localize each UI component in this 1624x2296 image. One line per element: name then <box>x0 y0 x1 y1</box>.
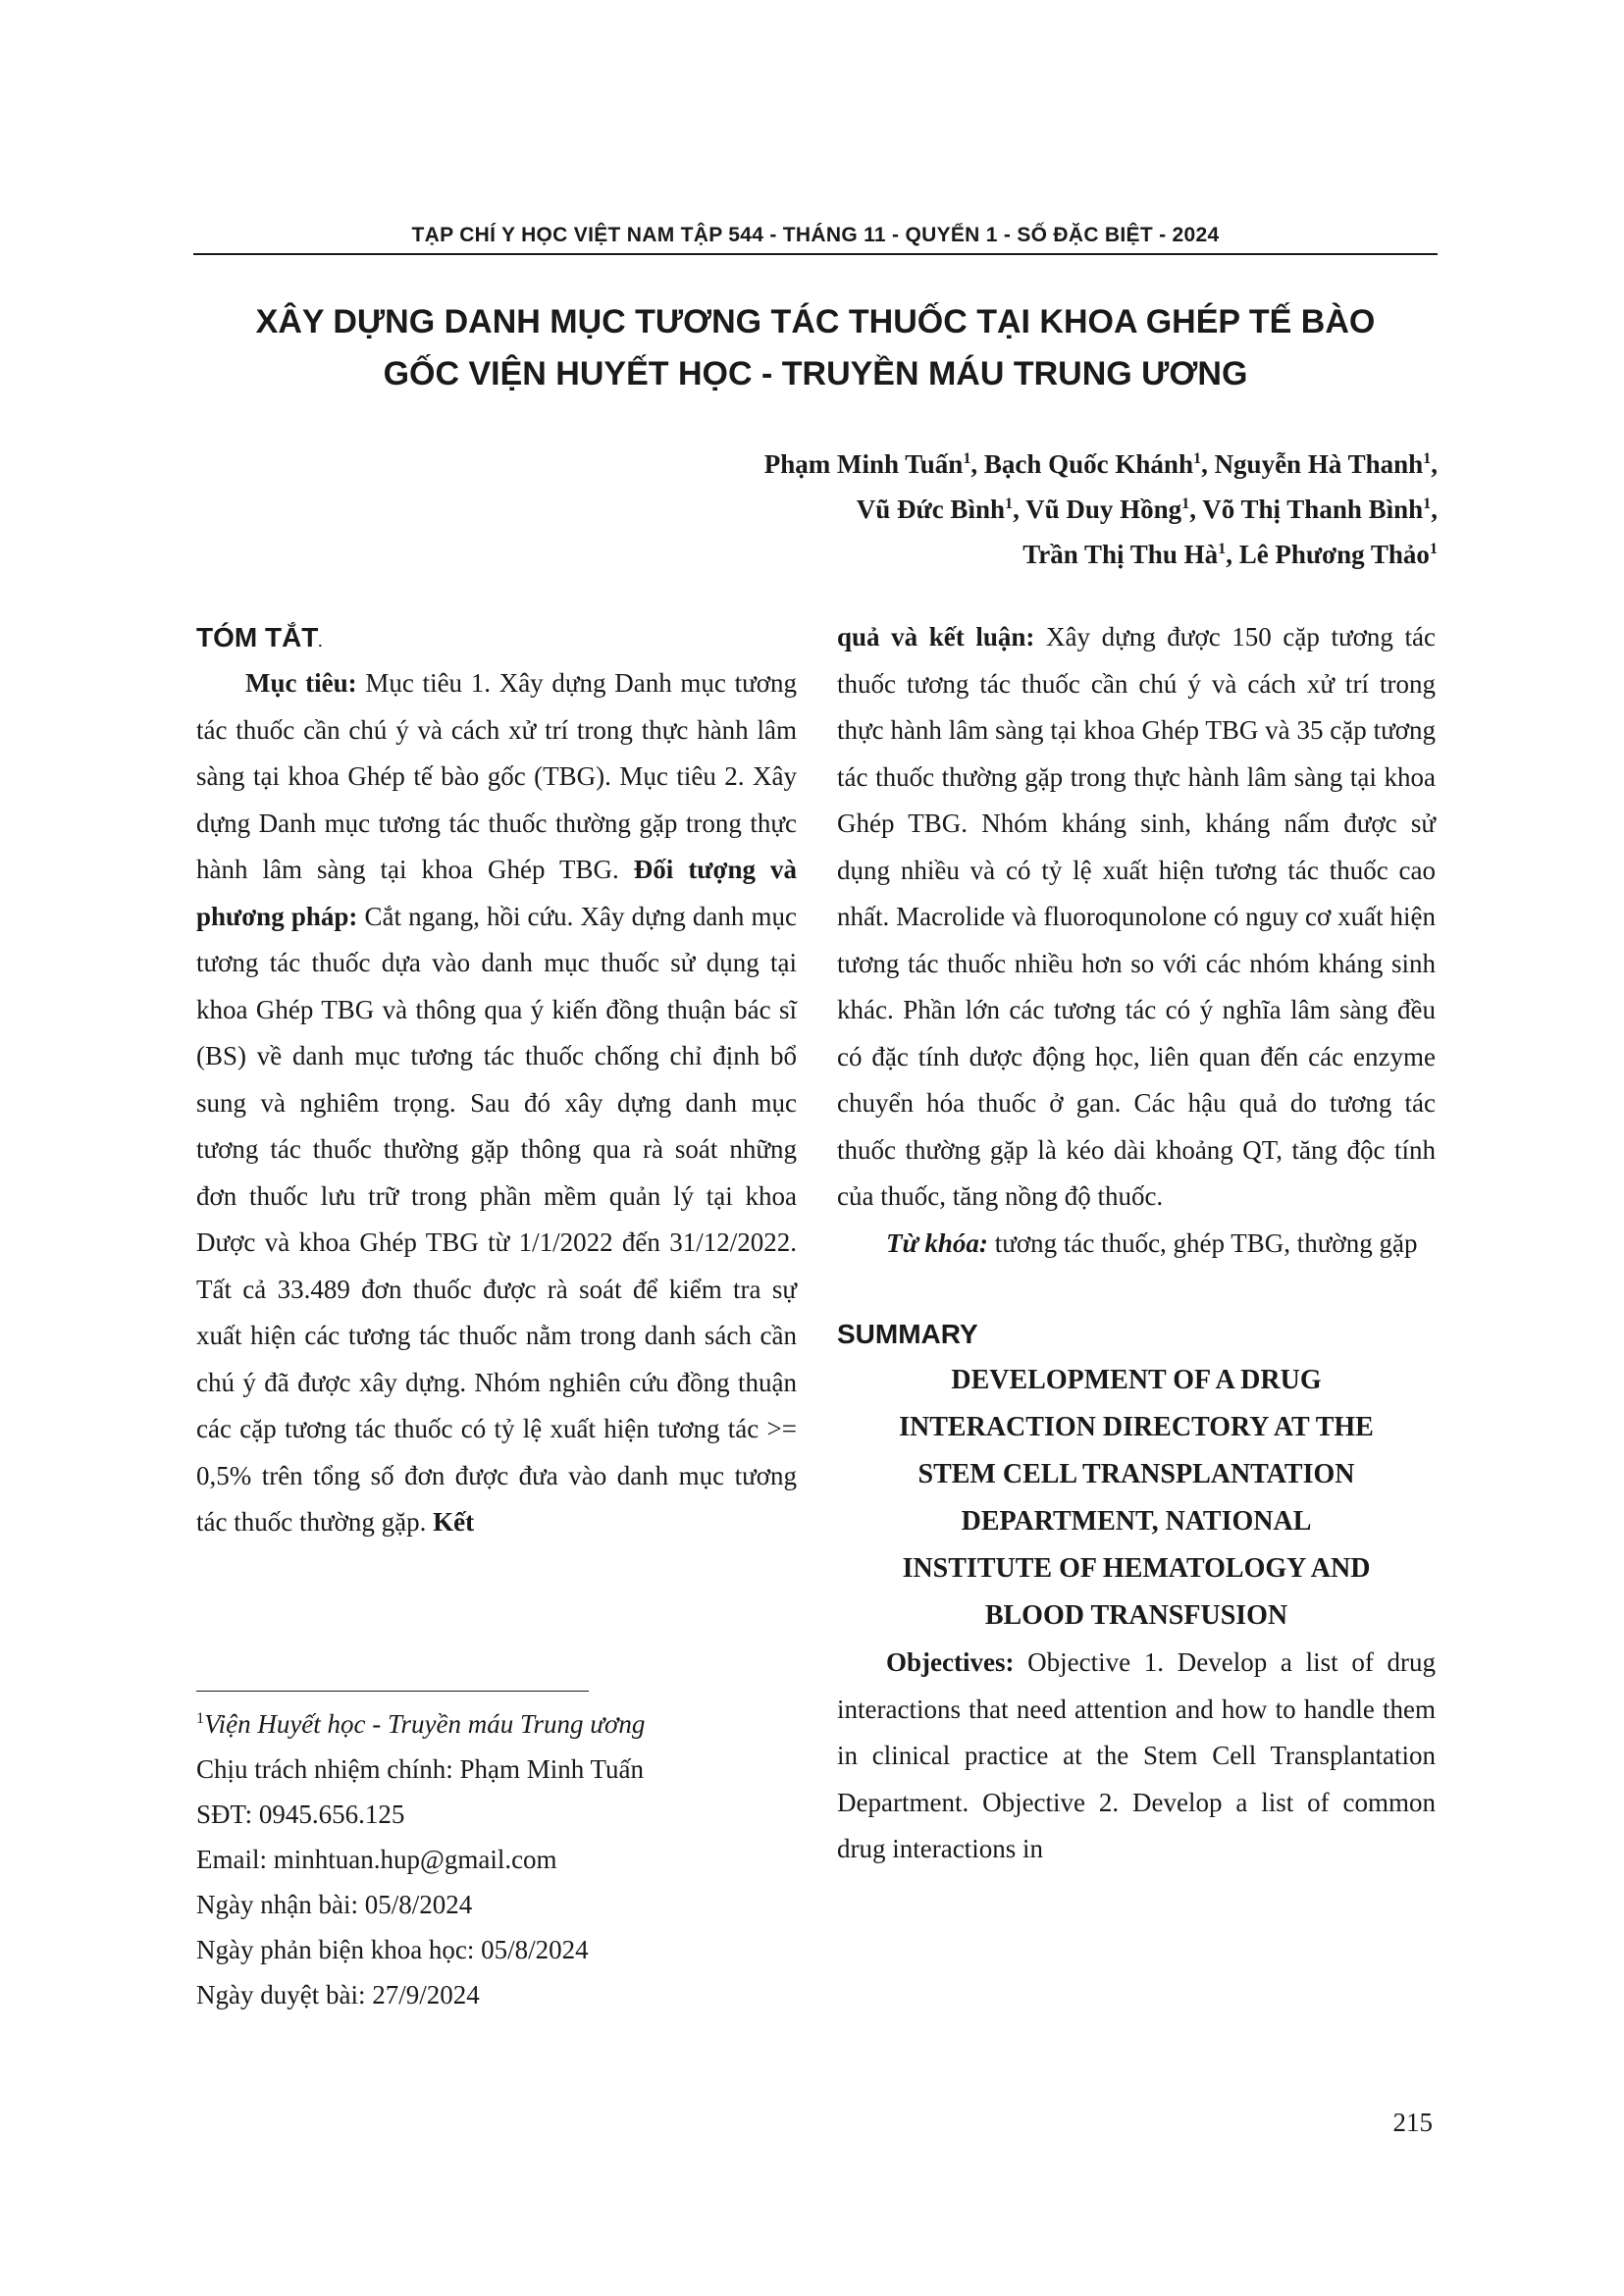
affiliation-marker: 1 <box>1192 449 1202 467</box>
keywords-label: Từ khóa: <box>886 1227 988 1258</box>
affiliation-marker: 1 <box>1181 495 1190 512</box>
english-title-line: BLOOD TRANSFUSION <box>984 1600 1288 1631</box>
author-name: Bạch Quốc Khánh <box>983 449 1193 479</box>
journal-running-header: TẠP CHÍ Y HỌC VIỆT NAM TẬP 544 - THÁNG 11 - QUYỂN 1 - SỐ ĐẶC BIỆT - 2024 <box>411 224 1220 246</box>
author-separator: , <box>970 449 984 479</box>
author-separator: , <box>1226 540 1239 569</box>
article-title-line-1: XÂY DỰNG DANH MỤC TƯƠNG TÁC THUỐC TẠI KHOA GHÉP TẾ BÀO <box>255 303 1376 340</box>
author-separator: , <box>1431 449 1438 479</box>
author-line-3 <box>456 532 1438 577</box>
article-title-line-2: GỐC VIỆN HUYẾT HỌC - TRUYỀN MÁU TRUNG ƯƠNG <box>383 355 1248 392</box>
methods-label: Đối tượng và phương pháp: <box>196 855 797 931</box>
abstract-vi-continuation: quả và kết luận: Xây dựng được 150 cặp tương tác thuốc tương tác thuốc cần chú ý và cách xử trí trong thực hành lâm sàng tại khoa Ghép TBG và 35 cặp tương tác thuốc thường gặp trong thực hành lâm sàng tại khoa Ghép TBG. Nhóm kháng sinh, kháng nấm được sử dụng nhiều và có tỷ lệ xuất hiện tương tác thuốc cao nhất. Macrolide và fluoroqunolone có nguy cơ xuất hiện tương tác thuốc nhiều hơn so với các nhóm kháng sinh khác. Phần lớn các tương tác có ý nghĩa lâm sàng đều có đặc tính dược động học, liên quan đến các enzyme chuyển hóa thuốc ở gan. Các hậu quả do tương tác thuốc thường gặp là kéo dài khoảng QT, tăng độc tính của thuốc, tăng nồng độ thuốc. <box>837 622 1436 1211</box>
phone: SĐT: 0945.656.125 <box>196 1800 405 1829</box>
en-objectives-label: Objectives: <box>886 1647 1015 1677</box>
summary-heading: SUMMARY <box>837 1319 978 1349</box>
results-label-part2: quả và kết luận: <box>837 622 1035 652</box>
header-divider <box>193 253 1438 255</box>
author-separator: , <box>1201 449 1215 479</box>
english-title-line: STEM CELL TRANSPLANTATION <box>917 1459 1355 1489</box>
email: Email: minhtuan.hup@gmail.com <box>196 1845 557 1874</box>
author-name: Lê Phương Thảo <box>1238 540 1430 569</box>
author-name: Vũ Đức Bình <box>856 495 1005 524</box>
footnote-divider <box>196 1691 589 1692</box>
corresponding-author: Chịu trách nhiệm chính: Phạm Minh Tuấn <box>196 1754 644 1784</box>
affiliation-marker: 1 <box>963 449 971 467</box>
left-column <box>196 614 797 1546</box>
author-name: Vũ Duy Hồng <box>1025 495 1182 524</box>
author-name: Võ Thị Thanh Bình <box>1202 495 1424 524</box>
keywords-vi: Từ khóa: tương tác thuốc, ghép TBG, thường gặp <box>886 1227 1418 1258</box>
review-date: Ngày phản biện khoa học: 05/8/2024 <box>196 1935 589 1964</box>
accepted-date: Ngày duyệt bài: 27/9/2024 <box>196 1980 480 2009</box>
affiliation-marker: 1 <box>1423 449 1432 467</box>
affiliation-marker: 1 <box>1004 495 1014 512</box>
right-column <box>837 614 1436 1873</box>
affiliation-marker: 1 <box>1218 540 1227 557</box>
author-name: Phạm Minh Tuấn <box>763 449 964 479</box>
affiliation-footnote: $^1$Viện Huyết học - Truyền máu Trung ương <box>196 1709 646 1739</box>
english-title-line: INSTITUTE OF HEMATOLOGY AND <box>902 1553 1371 1584</box>
author-separator: , <box>1013 495 1026 524</box>
abstract-heading: TÓM TẮT. <box>196 622 323 652</box>
summary-en-paragraph: Objectives: Objective 1. Develop a list of drug interactions that need attention and how to handle them in clinical practice at the Stem Cell Transplantation Department. Objective 2. Develop a list of common drug interactions in <box>837 1647 1436 1863</box>
author-separator: , <box>1189 495 1203 524</box>
english-title <box>837 1357 1436 1640</box>
author-separator: , <box>1431 495 1438 524</box>
results-label-part1: Kết <box>433 1507 475 1537</box>
abstract-vi-paragraph: Mục tiêu: Mục tiêu 1. Xây dựng Danh mục tương tác thuốc cần chú ý và cách xử trí trong thực hành lâm sàng tại khoa Ghép tế bào gốc (TBG). Mục tiêu 2. Xây dựng Danh mục tương tác thuốc thường gặp trong thực hành lâm sàng tại khoa Ghép TBG. Đối tượng và phương pháp: Cắt ngang, hồi cứu. Xây dựng danh mục tương tác thuốc dựa vào danh mục thuốc sử dụng tại khoa Ghép TBG và thông qua ý kiến đồng thuận bác sĩ (BS) về danh mục tương tác thuốc chống chỉ định bổ sung và nghiêm trọng. Sau đó xây dựng danh mục tương tác thuốc thường gặp thông qua rà soát những đơn thuốc lưu trữ trong phần mềm quản lý tại khoa Dược và khoa Ghép TBG từ 1/1/2022 đến 31/12/2022. Tất cả 33.489 đơn thuốc được rà soát để kiểm tra sự xuất hiện các tương tác thuốc nằm trong danh sách cần chú ý đã được xây dựng. Nhóm nghiên cứu đồng thuận các cặp tương tác thuốc có tỷ lệ xuất hiện tương tác >= 0,5% trên tổng số đơn được đưa vào danh mục tương tác thuốc thường gặp. Kết <box>196 668 797 1537</box>
affiliation-marker: 1 <box>1423 495 1432 512</box>
english-title-line: DEPARTMENT, NATIONAL <box>961 1506 1312 1537</box>
author-name: Nguyễn Hà Thanh <box>1214 449 1424 479</box>
page-number: 215 <box>1392 2108 1433 2137</box>
affiliation-marker: 1 <box>1429 540 1438 557</box>
footnotes <box>196 1701 797 2017</box>
article-title <box>193 296 1438 400</box>
author-list <box>456 442 1438 577</box>
author-line-1 <box>456 442 1438 487</box>
english-title-line: INTERACTION DIRECTORY AT THE <box>899 1412 1374 1442</box>
author-line-2 <box>456 487 1438 532</box>
received-date: Ngày nhận bài: 05/8/2024 <box>196 1890 473 1919</box>
english-title-line: DEVELOPMENT OF A DRUG <box>951 1365 1322 1395</box>
author-name: Trần Thị Thu Hà <box>1022 540 1219 569</box>
objectives-label: Mục tiêu: <box>245 668 357 698</box>
